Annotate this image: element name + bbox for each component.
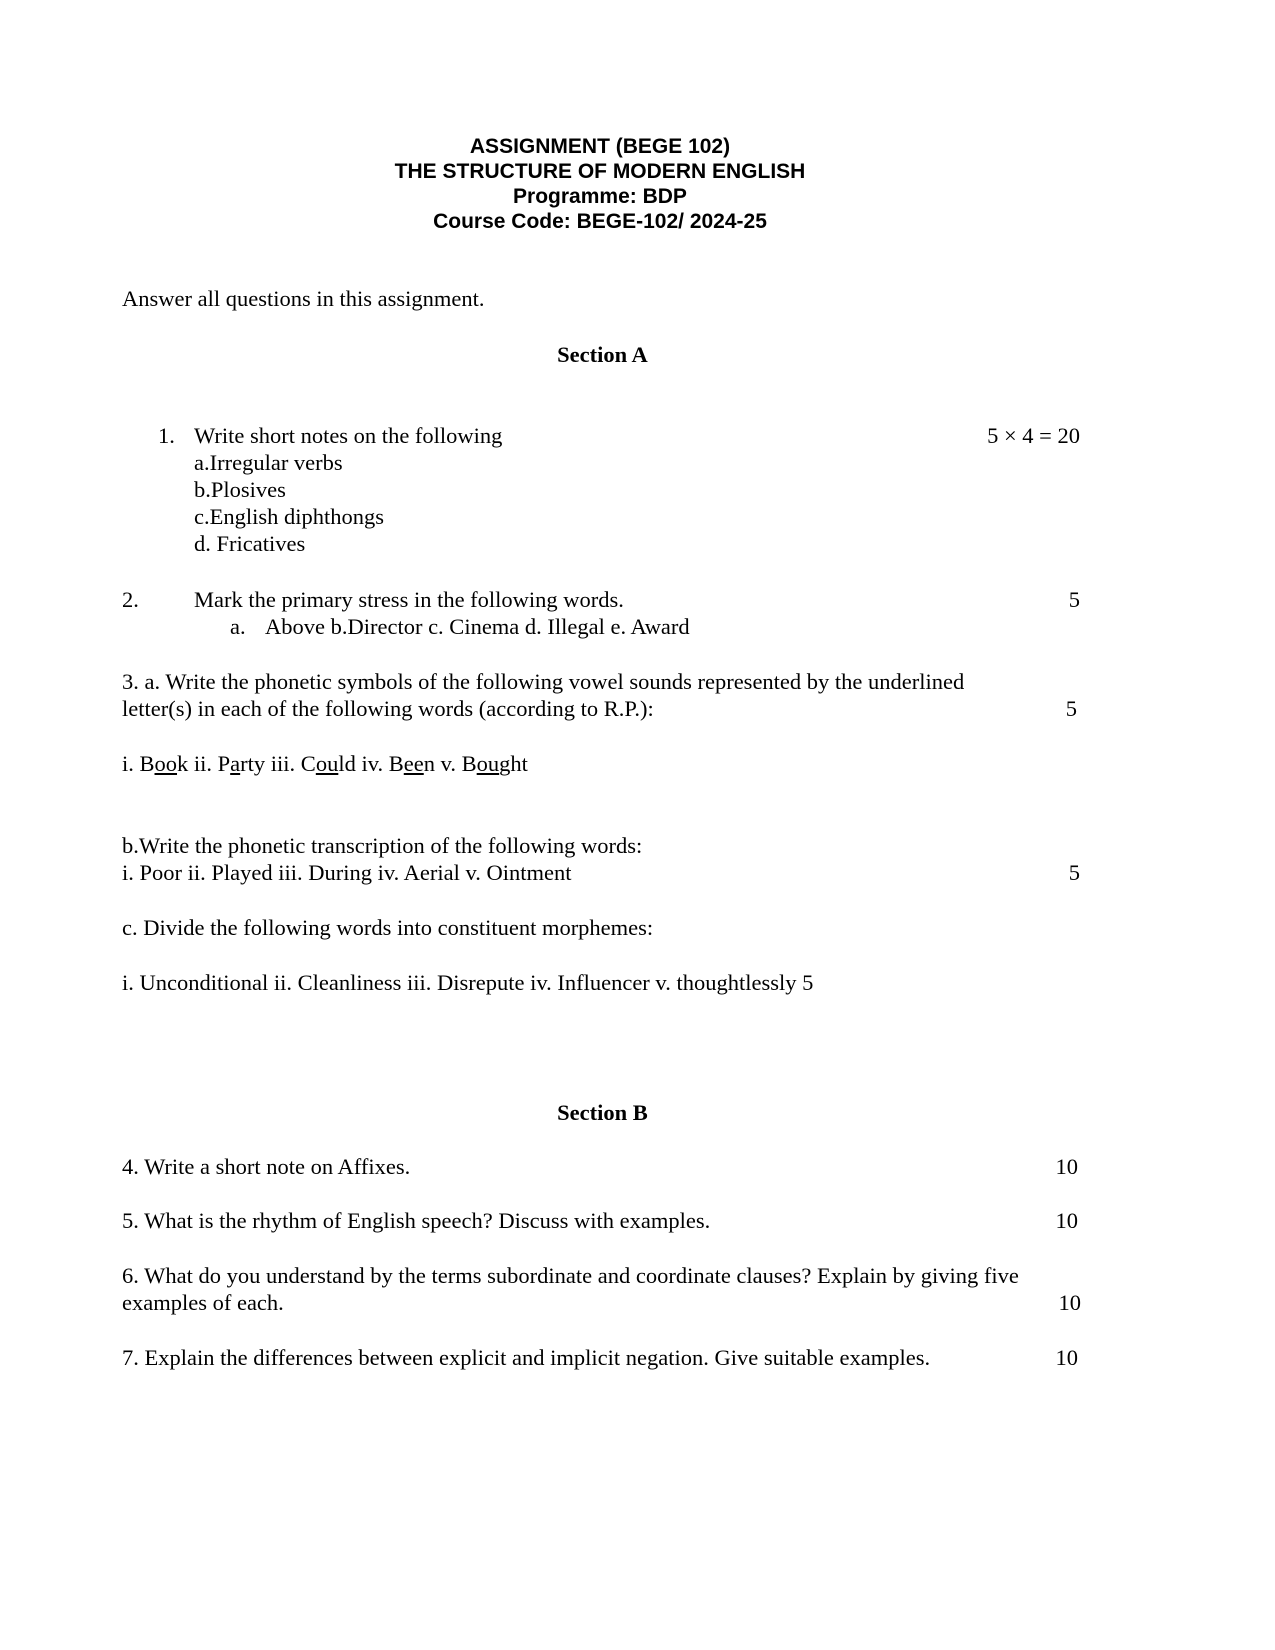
q2-text: Mark the primary stress in the following words. xyxy=(194,587,624,612)
underlined-letters: oo xyxy=(154,751,178,776)
q1-text: Write short notes on the following xyxy=(194,423,503,448)
course-code: Course Code: BEGE-102/ 2024-25 xyxy=(433,210,767,233)
instruction: Answer all questions in this assignment. xyxy=(122,286,485,311)
assignment-title: ASSIGNMENT (BEGE 102) xyxy=(469,135,731,158)
q1-item: b.Plosives xyxy=(194,477,286,502)
q3a-marks: 5 xyxy=(1065,696,1077,721)
q6-marks: 10 xyxy=(1058,1290,1081,1315)
section-a-heading: Section A xyxy=(557,342,648,367)
q6-line1: 6. What do you understand by the terms subordinate and coordinate clauses? Explain by giving five xyxy=(122,1263,1019,1288)
word-part: v. B xyxy=(440,751,477,776)
q1-item: c.English diphthongs xyxy=(194,504,384,529)
section-b-heading: Section B xyxy=(557,1100,648,1125)
q1-item: a.Irregular verbs xyxy=(194,450,343,475)
q1-number: 1. xyxy=(158,423,175,448)
q3b-marks: 5 xyxy=(1068,860,1080,885)
q3c-line1: c. Divide the following words into constituent morphemes: xyxy=(122,915,654,940)
word-part: iii. C xyxy=(270,751,316,776)
q3b-line1: b.Write the phonetic transcription of the following words: xyxy=(122,833,643,858)
q4-text: 4. Write a short note on Affixes. xyxy=(122,1154,411,1179)
q6-line2: examples of each. xyxy=(122,1290,284,1315)
q2-marks: 5 xyxy=(1068,587,1080,612)
word-part: ld xyxy=(338,751,362,776)
word-part: ii. P xyxy=(193,751,231,776)
q3a-words xyxy=(122,751,528,777)
q2-sub-label: a. xyxy=(230,614,246,639)
q1-marks: 5 × 4 = 20 xyxy=(987,423,1080,448)
q3a-line1: 3. a. Write the phonetic symbols of the following vowel sounds represented by the underlined xyxy=(122,669,965,694)
programme: Programme: BDP xyxy=(513,185,687,208)
underlined-letters: ou xyxy=(476,751,500,776)
word-part: rty xyxy=(240,751,271,776)
underlined-letters: ee xyxy=(403,751,424,776)
q1-item: d. Fricatives xyxy=(194,531,306,556)
q5-marks: 10 xyxy=(1055,1208,1078,1233)
word-part: n xyxy=(423,751,441,776)
word-part: iv. B xyxy=(361,751,404,776)
q5-text: 5. What is the rhythm of English speech? Discuss with examples. xyxy=(122,1208,711,1233)
word-part: k xyxy=(177,751,194,776)
underlined-letters: ou xyxy=(315,751,339,776)
q7-marks: 10 xyxy=(1055,1345,1078,1370)
q3b-line2: i. Poor ii. Played iii. During iv. Aerial v. Ointment xyxy=(122,860,572,885)
underlined-letters: a xyxy=(230,751,241,776)
word-part: ght xyxy=(499,751,528,776)
q2-words: Above b.Director c. Cinema d. Illegal e. Award xyxy=(265,614,690,639)
word-part: i. B xyxy=(122,751,155,776)
course-title: THE STRUCTURE OF MODERN ENGLISH xyxy=(394,160,806,183)
q4-marks: 10 xyxy=(1055,1154,1078,1179)
q3c-line2: i. Unconditional ii. Cleanliness iii. Disrepute iv. Influencer v. thoughtlessly 5 xyxy=(122,970,814,995)
q7-text: 7. Explain the differences between explicit and implicit negation. Give suitable examples. xyxy=(122,1345,931,1370)
q2-number: 2. xyxy=(122,587,139,612)
q3a-line2: letter(s) in each of the following words (according to R.P.): xyxy=(122,696,654,721)
